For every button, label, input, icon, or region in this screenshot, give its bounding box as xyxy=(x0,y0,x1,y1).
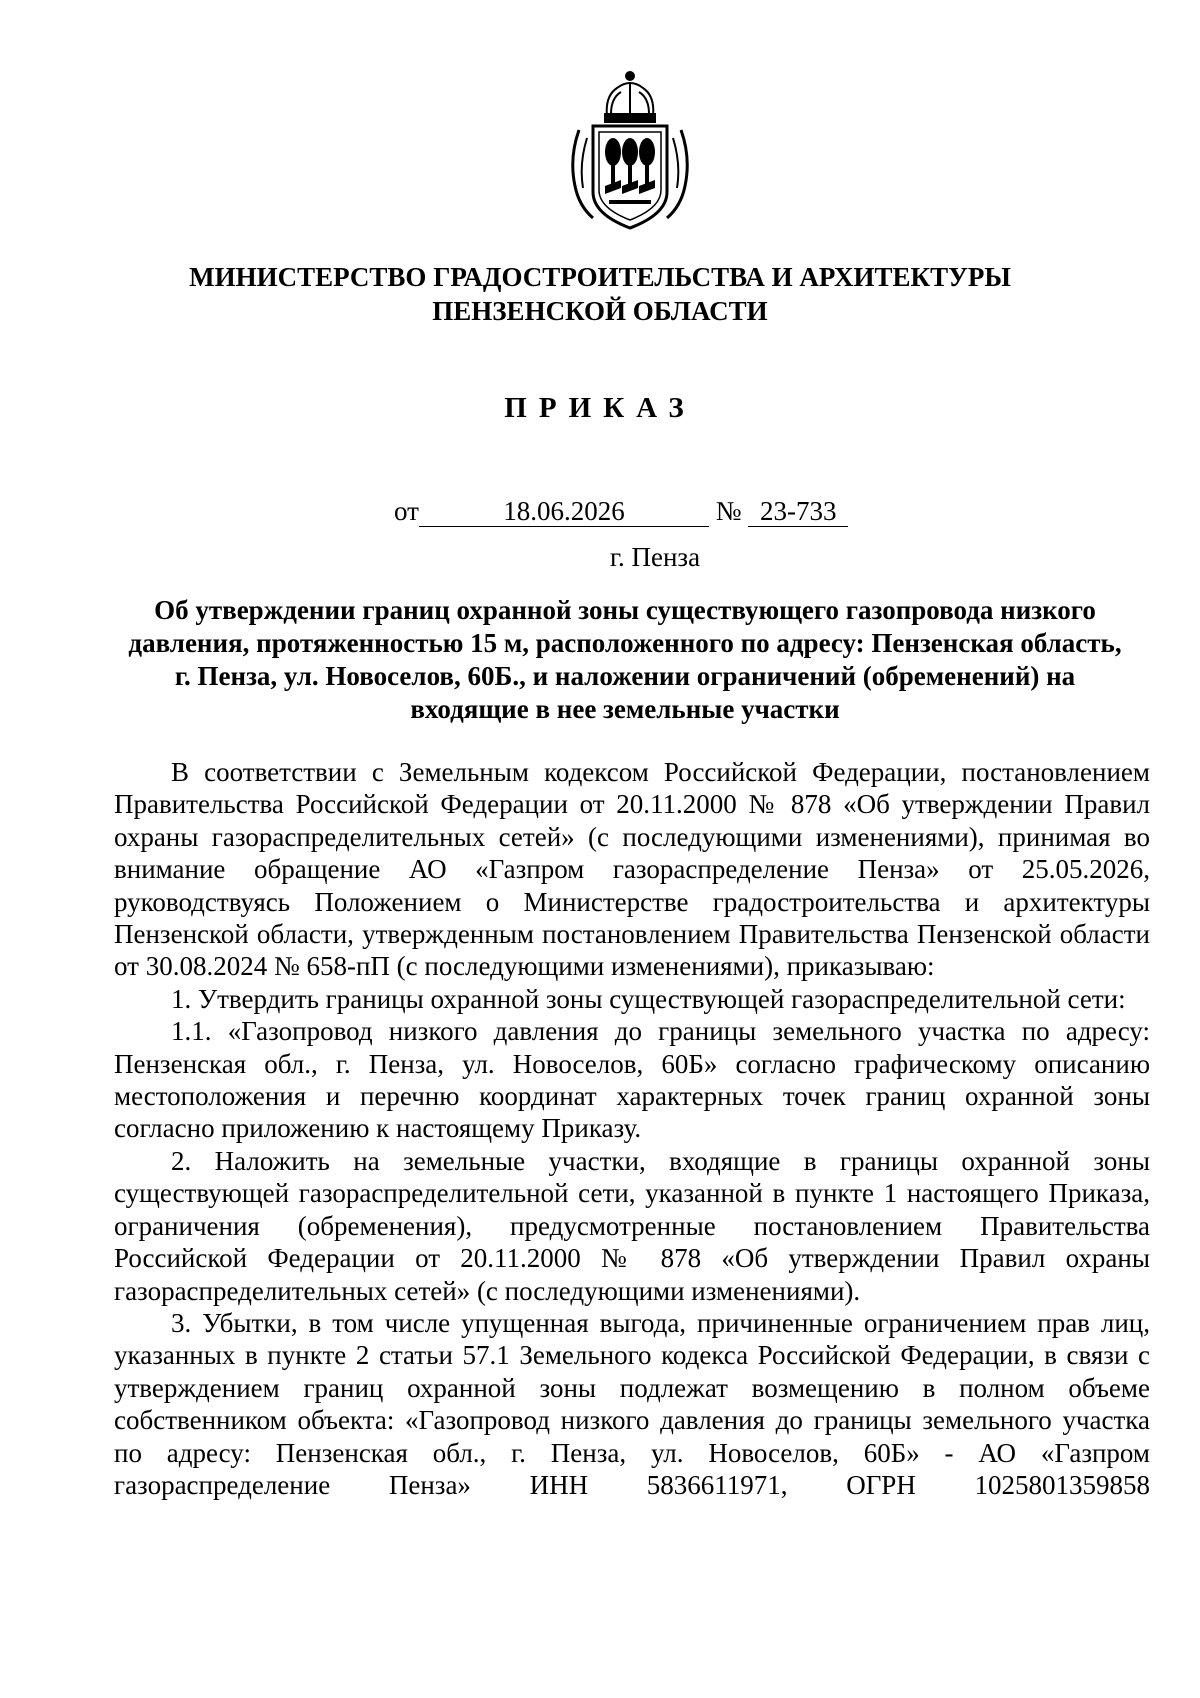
paragraph-preamble: В соответствии с Земельным кодексом Российской Федерации, постановлением Правительства Российской Федерации от 20.11.2000 № 878 «Об утверждении Правил охраны газораспределительных сетей» (с последующими изменениями), принимая во внимание обращение АО «Газпром газораспределение Пенза» от 25.05.2026, руководствуясь Положением о Министерстве градостроительства и архитектуры Пензенской области, утвержденным постановлением Правительства Пензенской области от 30.08.2024 № 658-пП (с последующими изменениями), приказываю: xyxy=(114,757,1150,982)
city: г. Пенза xyxy=(609,542,701,572)
ministry-line-2: ПЕНЗЕНСКОЙ ОБЛАСТИ xyxy=(432,296,768,326)
ministry-line-1: МИНИСТЕРСТВО ГРАДОСТРОИТЕЛЬСТВА И АРХИТЕКТУРЫ xyxy=(189,262,1011,292)
paragraph-item-3: 3. Убытки, в том числе упущенная выгода, причиненные ограничением прав лиц, указанных в пункте 2 статьи 57.1 Земельного кодекса Российской Федерации, в связи с утверждением границ охранной зоны подлежат возмещению в полном объеме собственником объекта: «Газопровод низкого давления до границы земельного участка по адресу: Пензенская обл., г. Пенза, ул. Новоселов, 60Б» - АО «Газпром газораспределение Пенза» ИНН 5836611971, ОГРН 1025801359858 xyxy=(114,1307,1150,1500)
paragraph-item-2: 2. Наложить на земельные участки, входящие в границы охранной зоны существующей газораспределительной сети, указанной в пункте 1 настоящего Приказа, ограничения (обременения), предусмотренные постановлением Правительства Российской Федерации от 20.11.2000 № 878 «Об утверждении Правил охраны газораспределительных сетей» (с последующими изменениями). xyxy=(114,1145,1150,1306)
document-body xyxy=(114,756,1150,1501)
ministry-name xyxy=(100,260,1100,328)
document-number: 23-733 xyxy=(748,496,848,527)
document-date: 18.06.2026 xyxy=(419,496,709,527)
number-prefix: № xyxy=(715,496,742,526)
document-title: Об утверждении границ охранной зоны существующего газопровода низкого давления, протяженностью 15 м, расположенного по адресу: Пензенская область, г. Пенза, ул. Новоселов, 60Б., и наложении ограничений (обременений) на входящие в нее земельные участки xyxy=(128,595,1122,724)
date-number-line xyxy=(394,494,848,528)
coat-of-arms-icon xyxy=(565,68,695,236)
date-prefix: от xyxy=(394,496,419,526)
paragraph-item-1-1: 1.1. «Газопровод низкого давления до границы земельного участка по адресу: Пензенская обл., г. Пенза, ул. Новоселов, 60Б» согласно графическому описанию местоположения и перечню координат характерных точек границ охранной зоны согласно приложению к настоящему Приказу. xyxy=(114,1016,1150,1144)
paragraph-item-1: 1. Утвердить границы охранной зоны существующей газораспределительной сети: xyxy=(171,983,1126,1014)
document-type: ПРИКАЗ xyxy=(504,392,696,424)
